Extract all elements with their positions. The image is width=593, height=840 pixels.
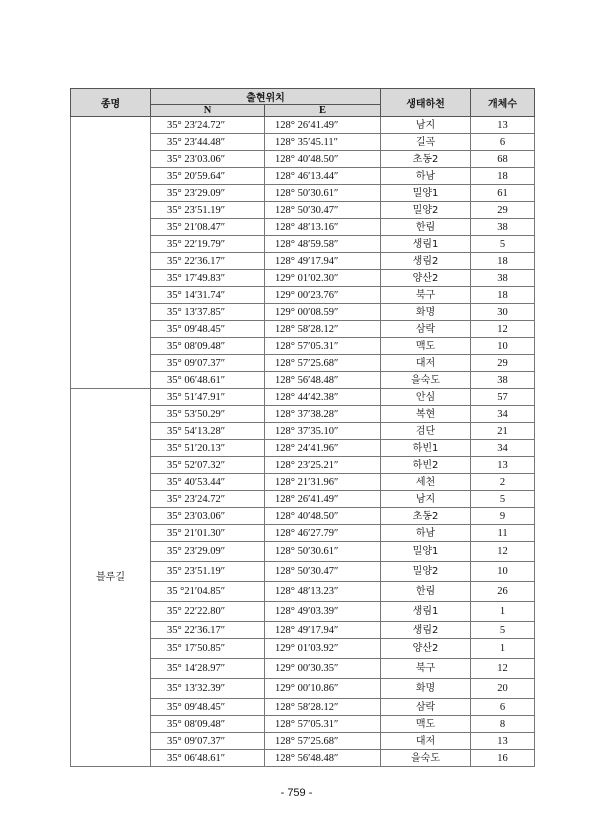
count-cell: 8 xyxy=(471,716,535,733)
header-stream: 생태하천 xyxy=(381,89,471,117)
count-cell: 6 xyxy=(471,699,535,716)
longitude-cell: 128° 49′17.94″ xyxy=(265,253,381,270)
longitude-cell: 129° 00′30.35″ xyxy=(265,659,381,679)
count-cell: 5 xyxy=(471,491,535,508)
count-cell: 57 xyxy=(471,389,535,406)
longitude-cell: 128° 46′27.79″ xyxy=(265,525,381,542)
stream-cell: 화명 xyxy=(381,679,471,699)
latitude-cell: 35° 20′59.64″ xyxy=(151,168,265,185)
latitude-cell: 35° 52′07.32″ xyxy=(151,457,265,474)
count-cell: 13 xyxy=(471,457,535,474)
latitude-cell: 35° 17′49.83″ xyxy=(151,270,265,287)
stream-cell: 양산2 xyxy=(381,270,471,287)
header-location: 출현위치 xyxy=(151,89,381,105)
stream-cell: 생림2 xyxy=(381,253,471,270)
count-cell: 18 xyxy=(471,168,535,185)
count-cell: 61 xyxy=(471,185,535,202)
header-species: 종명 xyxy=(71,89,151,117)
longitude-cell: 128° 49′03.39″ xyxy=(265,602,381,622)
stream-cell: 하남 xyxy=(381,168,471,185)
count-cell: 18 xyxy=(471,253,535,270)
stream-cell: 대저 xyxy=(381,355,471,372)
latitude-cell: 35° 09′48.45″ xyxy=(151,699,265,716)
count-cell: 16 xyxy=(471,750,535,767)
stream-cell: 초동2 xyxy=(381,508,471,525)
species-cell xyxy=(71,117,151,389)
stream-cell: 검단 xyxy=(381,423,471,440)
latitude-cell: 35° 23′29.09″ xyxy=(151,542,265,562)
stream-cell: 대저 xyxy=(381,733,471,750)
latitude-cell: 35° 21′01.30″ xyxy=(151,525,265,542)
count-cell: 20 xyxy=(471,679,535,699)
count-cell: 18 xyxy=(471,287,535,304)
count-cell: 13 xyxy=(471,117,535,134)
latitude-cell: 35° 08′09.48″ xyxy=(151,338,265,355)
latitude-cell: 35° 08′09.48″ xyxy=(151,716,265,733)
count-cell: 2 xyxy=(471,474,535,491)
longitude-cell: 128° 26′41.49″ xyxy=(265,491,381,508)
latitude-cell: 35° 22′22.80″ xyxy=(151,602,265,622)
longitude-cell: 128° 23′25.21″ xyxy=(265,457,381,474)
latitude-cell: 35 °21′04.85″ xyxy=(151,582,265,602)
count-cell: 21 xyxy=(471,423,535,440)
longitude-cell: 128° 50′30.47″ xyxy=(265,202,381,219)
header-latitude: N xyxy=(151,105,265,117)
stream-cell: 밀양2 xyxy=(381,202,471,219)
stream-cell: 안심 xyxy=(381,389,471,406)
stream-cell: 생림2 xyxy=(381,622,471,639)
count-cell: 34 xyxy=(471,440,535,457)
header-longitude: E xyxy=(265,105,381,117)
longitude-cell: 128° 57′25.68″ xyxy=(265,355,381,372)
latitude-cell: 35° 23′03.06″ xyxy=(151,151,265,168)
stream-cell: 화명 xyxy=(381,304,471,321)
stream-cell: 을숙도 xyxy=(381,372,471,389)
stream-cell: 복현 xyxy=(381,406,471,423)
latitude-cell: 35° 23′24.72″ xyxy=(151,117,265,134)
stream-cell: 을숙도 xyxy=(381,750,471,767)
latitude-cell: 35° 23′44.48″ xyxy=(151,134,265,151)
latitude-cell: 35° 14′31.74″ xyxy=(151,287,265,304)
stream-cell: 남지 xyxy=(381,491,471,508)
species-location-table xyxy=(70,88,535,767)
stream-cell: 하남 xyxy=(381,525,471,542)
latitude-cell: 35° 06′48.61″ xyxy=(151,750,265,767)
longitude-cell: 129° 00′10.86″ xyxy=(265,679,381,699)
latitude-cell: 35° 22′36.17″ xyxy=(151,253,265,270)
longitude-cell: 129° 00′23.76″ xyxy=(265,287,381,304)
table-row xyxy=(71,389,535,406)
count-cell: 13 xyxy=(471,733,535,750)
count-cell: 12 xyxy=(471,321,535,338)
count-cell: 38 xyxy=(471,372,535,389)
stream-cell: 북구 xyxy=(381,659,471,679)
longitude-cell: 128° 21′31.96″ xyxy=(265,474,381,491)
page-number: - 759 - xyxy=(280,787,313,799)
longitude-cell: 128° 56′48.48″ xyxy=(265,372,381,389)
count-cell: 10 xyxy=(471,562,535,582)
stream-cell: 생림1 xyxy=(381,602,471,622)
stream-cell: 한림 xyxy=(381,219,471,236)
longitude-cell: 128° 40′48.50″ xyxy=(265,151,381,168)
stream-cell: 하빈1 xyxy=(381,440,471,457)
count-cell: 5 xyxy=(471,622,535,639)
stream-cell: 삼락 xyxy=(381,321,471,338)
longitude-cell: 128° 44′42.38″ xyxy=(265,389,381,406)
table-body xyxy=(71,117,535,767)
longitude-cell: 128° 57′25.68″ xyxy=(265,733,381,750)
longitude-cell: 128° 48′59.58″ xyxy=(265,236,381,253)
count-cell: 38 xyxy=(471,219,535,236)
species-cell: 블루길 xyxy=(71,389,151,767)
longitude-cell: 128° 26′41.49″ xyxy=(265,117,381,134)
latitude-cell: 35° 09′07.37″ xyxy=(151,733,265,750)
longitude-cell: 128° 24′41.96″ xyxy=(265,440,381,457)
latitude-cell: 35° 53′50.29″ xyxy=(151,406,265,423)
latitude-cell: 35° 23′24.72″ xyxy=(151,491,265,508)
count-cell: 68 xyxy=(471,151,535,168)
header-count: 개체수 xyxy=(471,89,535,117)
latitude-cell: 35° 09′48.45″ xyxy=(151,321,265,338)
longitude-cell: 128° 48′13.16″ xyxy=(265,219,381,236)
longitude-cell: 128° 58′28.12″ xyxy=(265,699,381,716)
count-cell: 11 xyxy=(471,525,535,542)
stream-cell: 길곡 xyxy=(381,134,471,151)
count-cell: 26 xyxy=(471,582,535,602)
longitude-cell: 128° 46′13.44″ xyxy=(265,168,381,185)
longitude-cell: 128° 56′48.48″ xyxy=(265,750,381,767)
longitude-cell: 128° 58′28.12″ xyxy=(265,321,381,338)
count-cell: 1 xyxy=(471,602,535,622)
longitude-cell: 128° 50′30.47″ xyxy=(265,562,381,582)
stream-cell: 양산2 xyxy=(381,639,471,659)
count-cell: 1 xyxy=(471,639,535,659)
latitude-cell: 35° 21′08.47″ xyxy=(151,219,265,236)
latitude-cell: 35° 13′37.85″ xyxy=(151,304,265,321)
stream-cell: 밀양1 xyxy=(381,185,471,202)
table-header xyxy=(71,89,535,117)
count-cell: 5 xyxy=(471,236,535,253)
latitude-cell: 35° 23′03.06″ xyxy=(151,508,265,525)
latitude-cell: 35° 40′53.44″ xyxy=(151,474,265,491)
stream-cell: 세천 xyxy=(381,474,471,491)
stream-cell: 밀양2 xyxy=(381,562,471,582)
longitude-cell: 128° 35′45.11″ xyxy=(265,134,381,151)
longitude-cell: 128° 57′05.31″ xyxy=(265,716,381,733)
latitude-cell: 35° 22′19.79″ xyxy=(151,236,265,253)
count-cell: 12 xyxy=(471,659,535,679)
stream-cell: 맥도 xyxy=(381,338,471,355)
count-cell: 38 xyxy=(471,270,535,287)
longitude-cell: 128° 37′38.28″ xyxy=(265,406,381,423)
count-cell: 30 xyxy=(471,304,535,321)
longitude-cell: 128° 49′17.94″ xyxy=(265,622,381,639)
count-cell: 12 xyxy=(471,542,535,562)
stream-cell: 삼락 xyxy=(381,699,471,716)
table-row xyxy=(71,117,535,134)
stream-cell: 북구 xyxy=(381,287,471,304)
longitude-cell: 129° 00′08.59″ xyxy=(265,304,381,321)
latitude-cell: 35° 23′51.19″ xyxy=(151,202,265,219)
latitude-cell: 35° 51′47.91″ xyxy=(151,389,265,406)
count-cell: 29 xyxy=(471,202,535,219)
longitude-cell: 129° 01′03.92″ xyxy=(265,639,381,659)
longitude-cell: 128° 48′13.23″ xyxy=(265,582,381,602)
stream-cell: 하빈2 xyxy=(381,457,471,474)
count-cell: 10 xyxy=(471,338,535,355)
latitude-cell: 35° 22′36.17″ xyxy=(151,622,265,639)
stream-cell: 초동2 xyxy=(381,151,471,168)
latitude-cell: 35° 23′51.19″ xyxy=(151,562,265,582)
count-cell: 29 xyxy=(471,355,535,372)
count-cell: 9 xyxy=(471,508,535,525)
latitude-cell: 35° 51′20.13″ xyxy=(151,440,265,457)
stream-cell: 밀양1 xyxy=(381,542,471,562)
stream-cell: 남지 xyxy=(381,117,471,134)
count-cell: 6 xyxy=(471,134,535,151)
latitude-cell: 35° 14′28.97″ xyxy=(151,659,265,679)
longitude-cell: 128° 50′30.61″ xyxy=(265,542,381,562)
stream-cell: 한림 xyxy=(381,582,471,602)
latitude-cell: 35° 54′13.28″ xyxy=(151,423,265,440)
longitude-cell: 128° 37′35.10″ xyxy=(265,423,381,440)
latitude-cell: 35° 17′50.85″ xyxy=(151,639,265,659)
stream-cell: 맥도 xyxy=(381,716,471,733)
latitude-cell: 35° 13′32.39″ xyxy=(151,679,265,699)
latitude-cell: 35° 23′29.09″ xyxy=(151,185,265,202)
latitude-cell: 35° 09′07.37″ xyxy=(151,355,265,372)
count-cell: 34 xyxy=(471,406,535,423)
longitude-cell: 128° 40′48.50″ xyxy=(265,508,381,525)
longitude-cell: 128° 50′30.61″ xyxy=(265,185,381,202)
latitude-cell: 35° 06′48.61″ xyxy=(151,372,265,389)
longitude-cell: 128° 57′05.31″ xyxy=(265,338,381,355)
stream-cell: 생림1 xyxy=(381,236,471,253)
longitude-cell: 129° 01′02.30″ xyxy=(265,270,381,287)
